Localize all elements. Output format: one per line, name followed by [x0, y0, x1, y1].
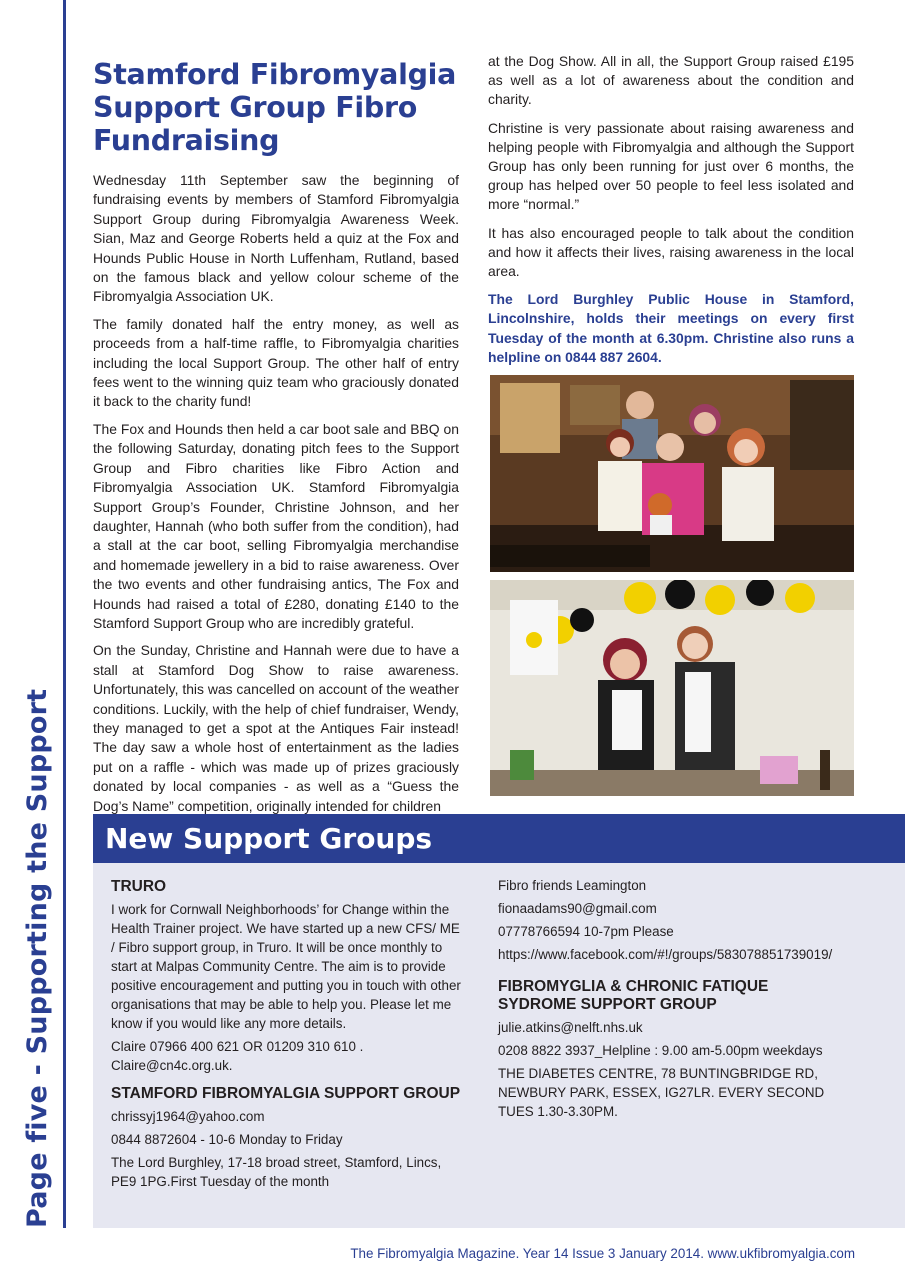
- truro-description: I work for Cornwall Neighborhoods’ for Change within the Health Trainer project. We have started up a new CFS/ ME / Fibro support group, in Truro. It will be once monthly to start at Malpas Community Centre. The aim is to provide positive encouragement and putting you in touch with other organisations that may be able to help you. Please let me know if you would like any more details.: [111, 902, 461, 1031]
- article-left-column: [93, 58, 459, 824]
- leamington-facebook-link: https://www.facebook.com/#!/groups/583078851739019/: [498, 947, 833, 962]
- support-groups-right: [498, 876, 868, 1125]
- truro-heading: TRURO: [111, 878, 167, 895]
- fair-stall-photo: [490, 580, 854, 796]
- essex-helpline: 0208 8822 3937_Helpline : 9.00 am-5.00pm weekdays: [498, 1043, 823, 1058]
- essex-heading: FIBROMYGLIA & CHRONIC FATIQUE SYDROME SUPPORT GROUP: [498, 978, 769, 1013]
- stamford-email: chrissyj1964@yahoo.com: [111, 1109, 265, 1124]
- essex-email: julie.atkins@nelft.nhs.uk: [498, 1020, 643, 1035]
- article-paragraph: Christine is very passionate about raising awareness and helping people with Fibromyalgia and although the Support Group has only been running for just over 6 months, the group has helped over 50 people to feel less isolated and more “normal.”: [488, 119, 854, 213]
- stamford-phone: 0844 8872604 - 10-6 Monday to Friday: [111, 1132, 343, 1147]
- stamford-heading: STAMFORD FIBROMYALGIA SUPPORT GROUP: [111, 1085, 461, 1102]
- pub-group-photo: [490, 375, 854, 572]
- article-right-column: [488, 52, 854, 376]
- stamford-address: The Lord Burghley, 17-18 broad street, Stamford, Lincs, PE9 1PG.First Tuesday of the month: [111, 1155, 442, 1189]
- new-support-groups-banner: [93, 814, 905, 863]
- article-paragraph: at the Dog Show. All in all, the Support Group raised £195 as well as a lot of awareness about the condition and charity.: [488, 53, 854, 108]
- leamington-email: fionaadams90@gmail.com: [498, 901, 657, 916]
- article-title: Stamford Fibromyalgia Support Group Fibro Fundraising: [93, 58, 457, 157]
- sidebar-rule: [63, 0, 66, 1228]
- essex-address: THE DIABETES CENTRE, 78 BUNTINGBRIDGE RD, NEWBURY PARK, ESSEX, IG27LR. EVERY SECOND TUES 1.30-3.30PM.: [498, 1066, 825, 1119]
- article-paragraph: The family donated half the entry money, as well as proceeds from a half-time raffle, to Fibromyalgia charities including the local Support Group. The other half of entry fees went to the winning quiz team who graciously donated it back to the charity fund!: [93, 315, 459, 410]
- leamington-phone: 07778766594 10-7pm Please: [498, 924, 674, 939]
- section-title: New Support Groups: [105, 822, 433, 855]
- article-paragraph: Wednesday 11th September saw the beginning of fundraising events by members of Stamford Fibromyalgia Support Group during Fibromyalgia Awareness Week. Sian, Maz and George Roberts held a quiz at the Fox and Hounds Public House in North Luffenham, Rutland, based on the famous black and yellow colour scheme of the Fibromyalgia Association UK.: [93, 172, 459, 305]
- article-paragraph: On the Sunday, Christine and Hannah were due to have a stall at Stamford Dog Show to raise awareness. Unfortunately, this was cancelled on account of the weather conditions. Luckily, with the help of chief fundraiser, Wendy, they managed to get a spot at the Antiques Fair instead! The day saw a whole host of entertainment as the ladies put on a raffle - which was made up of prizes graciously donated by local companies - as well as a “Guess the Dog’s Name” competition, originally intended for children: [93, 642, 459, 814]
- leamington-name: Fibro friends Leamington: [498, 878, 647, 893]
- article-paragraph: The Fox and Hounds then held a car boot sale and BBQ on the following Saturday, donating pitch fees to the Support Group and Fibro charities like Fibro Action and Fibromyalgia Association UK. Stamford Fibromyalgia Support Group’s Founder, Christine Johnson, and her daughter, Hannah (who both suffer from the condition), had a stall at the car boot, selling Fibromyalgia merchandise and homemade jewellery in a bid to raise awareness. Over the two events and other fundraising antics, The Fox and Hounds had raised a total of £280, donating £140 to the Stamford Support Group who are incredibly grateful.: [93, 420, 459, 631]
- article-paragraph: It has also encouraged people to talk about the condition and how it affects their lives, raising awareness in the local area.: [488, 224, 854, 280]
- support-groups-left: [111, 878, 467, 1195]
- truro-contact: Claire 07966 400 621 OR 01209 310 610 . Claire@cn4c.org.uk.: [111, 1039, 364, 1073]
- page-section-label: Page five - Supporting the Support: [22, 688, 53, 1228]
- meeting-info-highlight: The Lord Burghley Public House in Stamford, Lincolnshire, holds their meetings on every first Tuesday of the month at 6.30pm. Christine also runs a helpline on 0844 887 2604.: [488, 291, 854, 365]
- magazine-footer: The Fibromyalgia Magazine. Year 14 Issue 3 January 2014. www.ukfibromyalgia.com: [350, 1246, 855, 1261]
